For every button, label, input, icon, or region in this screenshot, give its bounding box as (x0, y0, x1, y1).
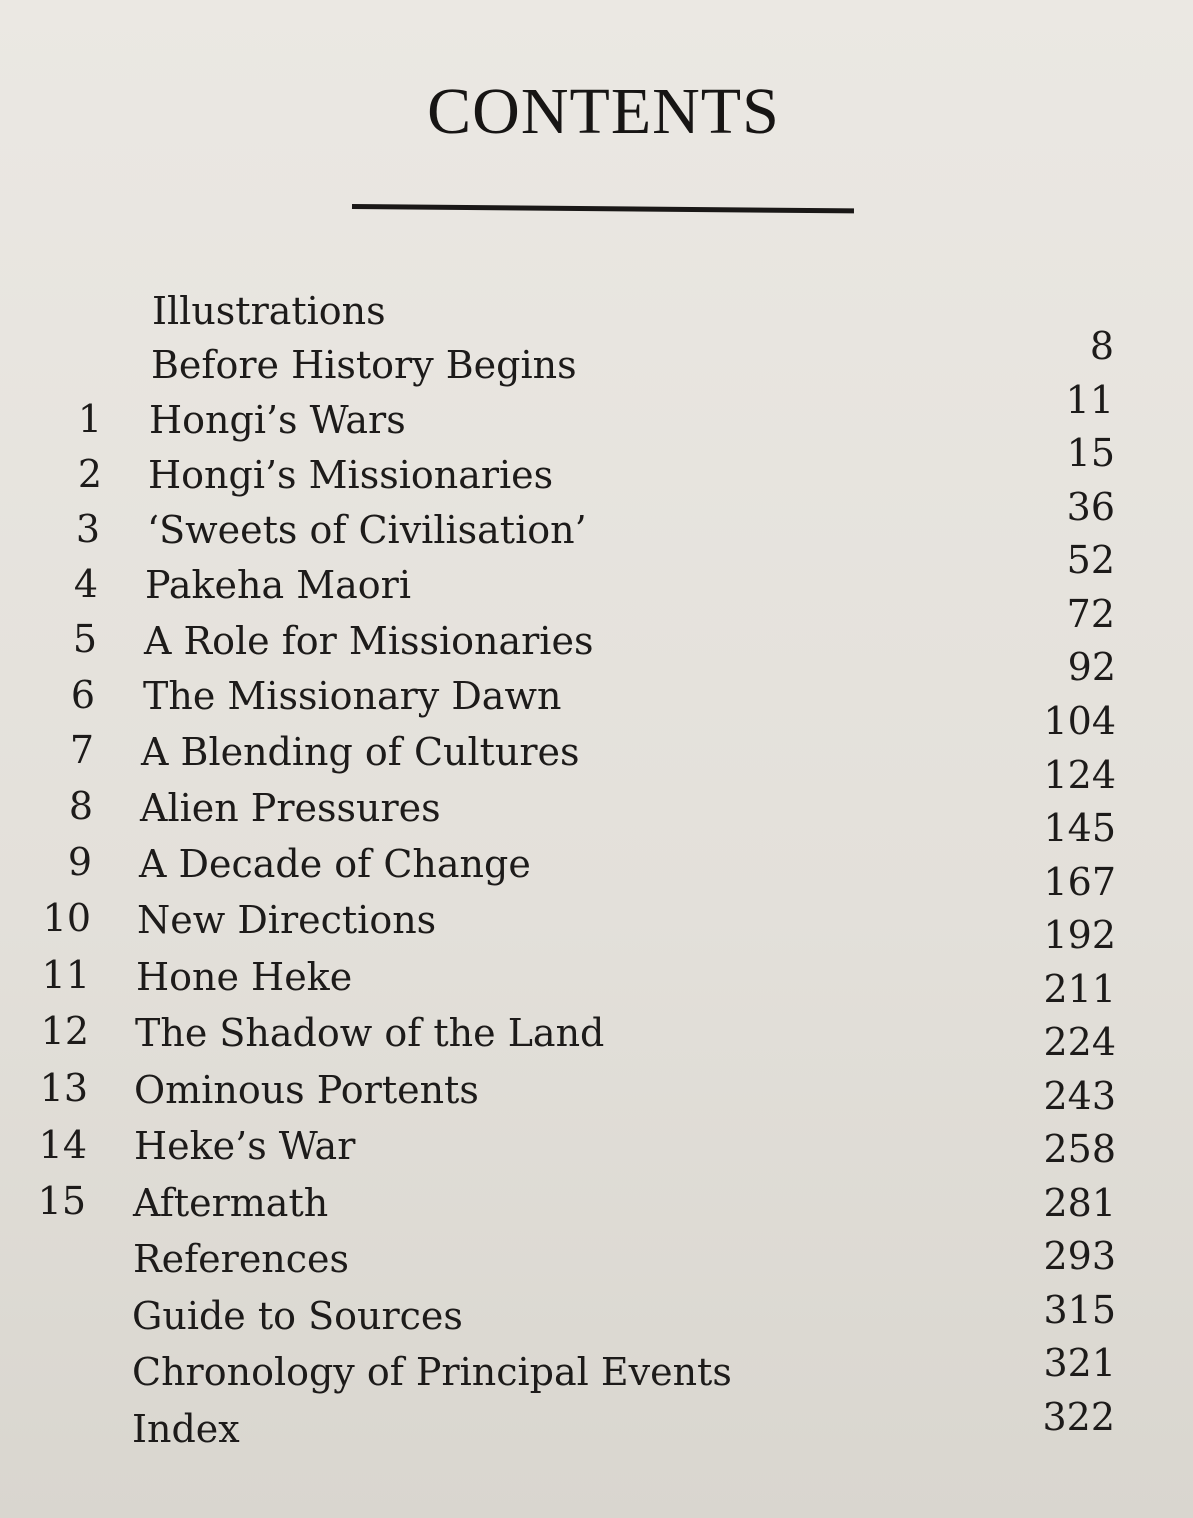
toc-entry-title: A Role for Missionaries (144, 619, 594, 663)
toc-entry-title: Hone Heke (136, 955, 353, 999)
chapter-number: 12 (40, 1009, 89, 1053)
toc-entry-title: Chronology of Principal Events (132, 1350, 732, 1394)
chapter-number: 14 (38, 1123, 87, 1167)
toc-page-number: 104 (1043, 699, 1116, 743)
toc-entry-title: Pakeha Maori (145, 563, 411, 607)
toc-page-number: 8 (1089, 324, 1114, 368)
toc-page-number: 124 (1043, 753, 1116, 797)
toc-page-number: 92 (1067, 645, 1116, 689)
toc-entry-title: References (133, 1237, 350, 1281)
toc-entry-title: The Missionary Dawn (143, 674, 562, 718)
toc-entry-title: A Blending of Cultures (141, 730, 580, 774)
chapter-number: 2 (77, 452, 102, 496)
toc-page-number: 72 (1066, 592, 1115, 636)
toc-entry-title: Hongi’s Missionaries (148, 453, 554, 497)
chapter-number: 13 (39, 1066, 88, 1110)
toc-page-number: 322 (1042, 1395, 1115, 1439)
chapter-number: 6 (70, 673, 95, 717)
toc-entry-title: Guide to Sources (132, 1294, 463, 1338)
toc-page-number: 52 (1066, 538, 1115, 582)
toc-page-number: 192 (1043, 913, 1116, 957)
chapter-number: 9 (67, 840, 92, 884)
toc-entry-title: Heke’s War (134, 1124, 356, 1168)
toc-page-number: 315 (1043, 1288, 1116, 1332)
toc-entry-title: Hongi’s Wars (149, 398, 406, 442)
toc-page-number: 11 (1065, 378, 1114, 422)
toc-page-number: 293 (1043, 1234, 1116, 1278)
toc-page-number: 211 (1043, 967, 1116, 1011)
chapter-number: 8 (68, 784, 93, 828)
toc-page-number: 224 (1043, 1020, 1116, 1064)
chapter-number: 10 (42, 896, 91, 940)
toc-entry-title: Index (132, 1407, 240, 1451)
page-title: CONTENTS (427, 75, 780, 148)
toc-entry-title: Alien Pressures (140, 786, 441, 830)
chapter-number: 4 (73, 562, 98, 606)
toc-page-number: 281 (1043, 1181, 1116, 1225)
toc-page-number: 258 (1043, 1127, 1116, 1171)
chapter-number: 11 (41, 953, 90, 997)
toc-entry-title: Illustrations (152, 289, 386, 333)
chapter-number: 5 (72, 617, 97, 661)
toc-entry-title: Aftermath (133, 1181, 329, 1225)
toc-entry-title: A Decade of Change (139, 842, 531, 886)
toc-page-number: 321 (1043, 1341, 1116, 1385)
chapter-number: 7 (69, 728, 94, 772)
toc-entry-title: ‘Sweets of Civilisation’ (147, 508, 587, 552)
toc-page-number: 36 (1066, 485, 1115, 529)
chapter-number: 3 (75, 507, 100, 551)
toc-entry-title: New Directions (137, 898, 437, 942)
toc-entry-title: Before History Begins (151, 343, 577, 387)
toc-page-number: 243 (1043, 1074, 1116, 1118)
toc-entry-title: Ominous Portents (134, 1068, 479, 1112)
chapter-number: 1 (77, 397, 102, 441)
toc-page-number: 167 (1043, 860, 1116, 904)
toc-entry-title: The Shadow of the Land (135, 1011, 605, 1055)
toc-page-number: 15 (1066, 431, 1115, 475)
toc-page-number: 145 (1043, 806, 1116, 850)
chapter-number: 15 (37, 1179, 86, 1223)
